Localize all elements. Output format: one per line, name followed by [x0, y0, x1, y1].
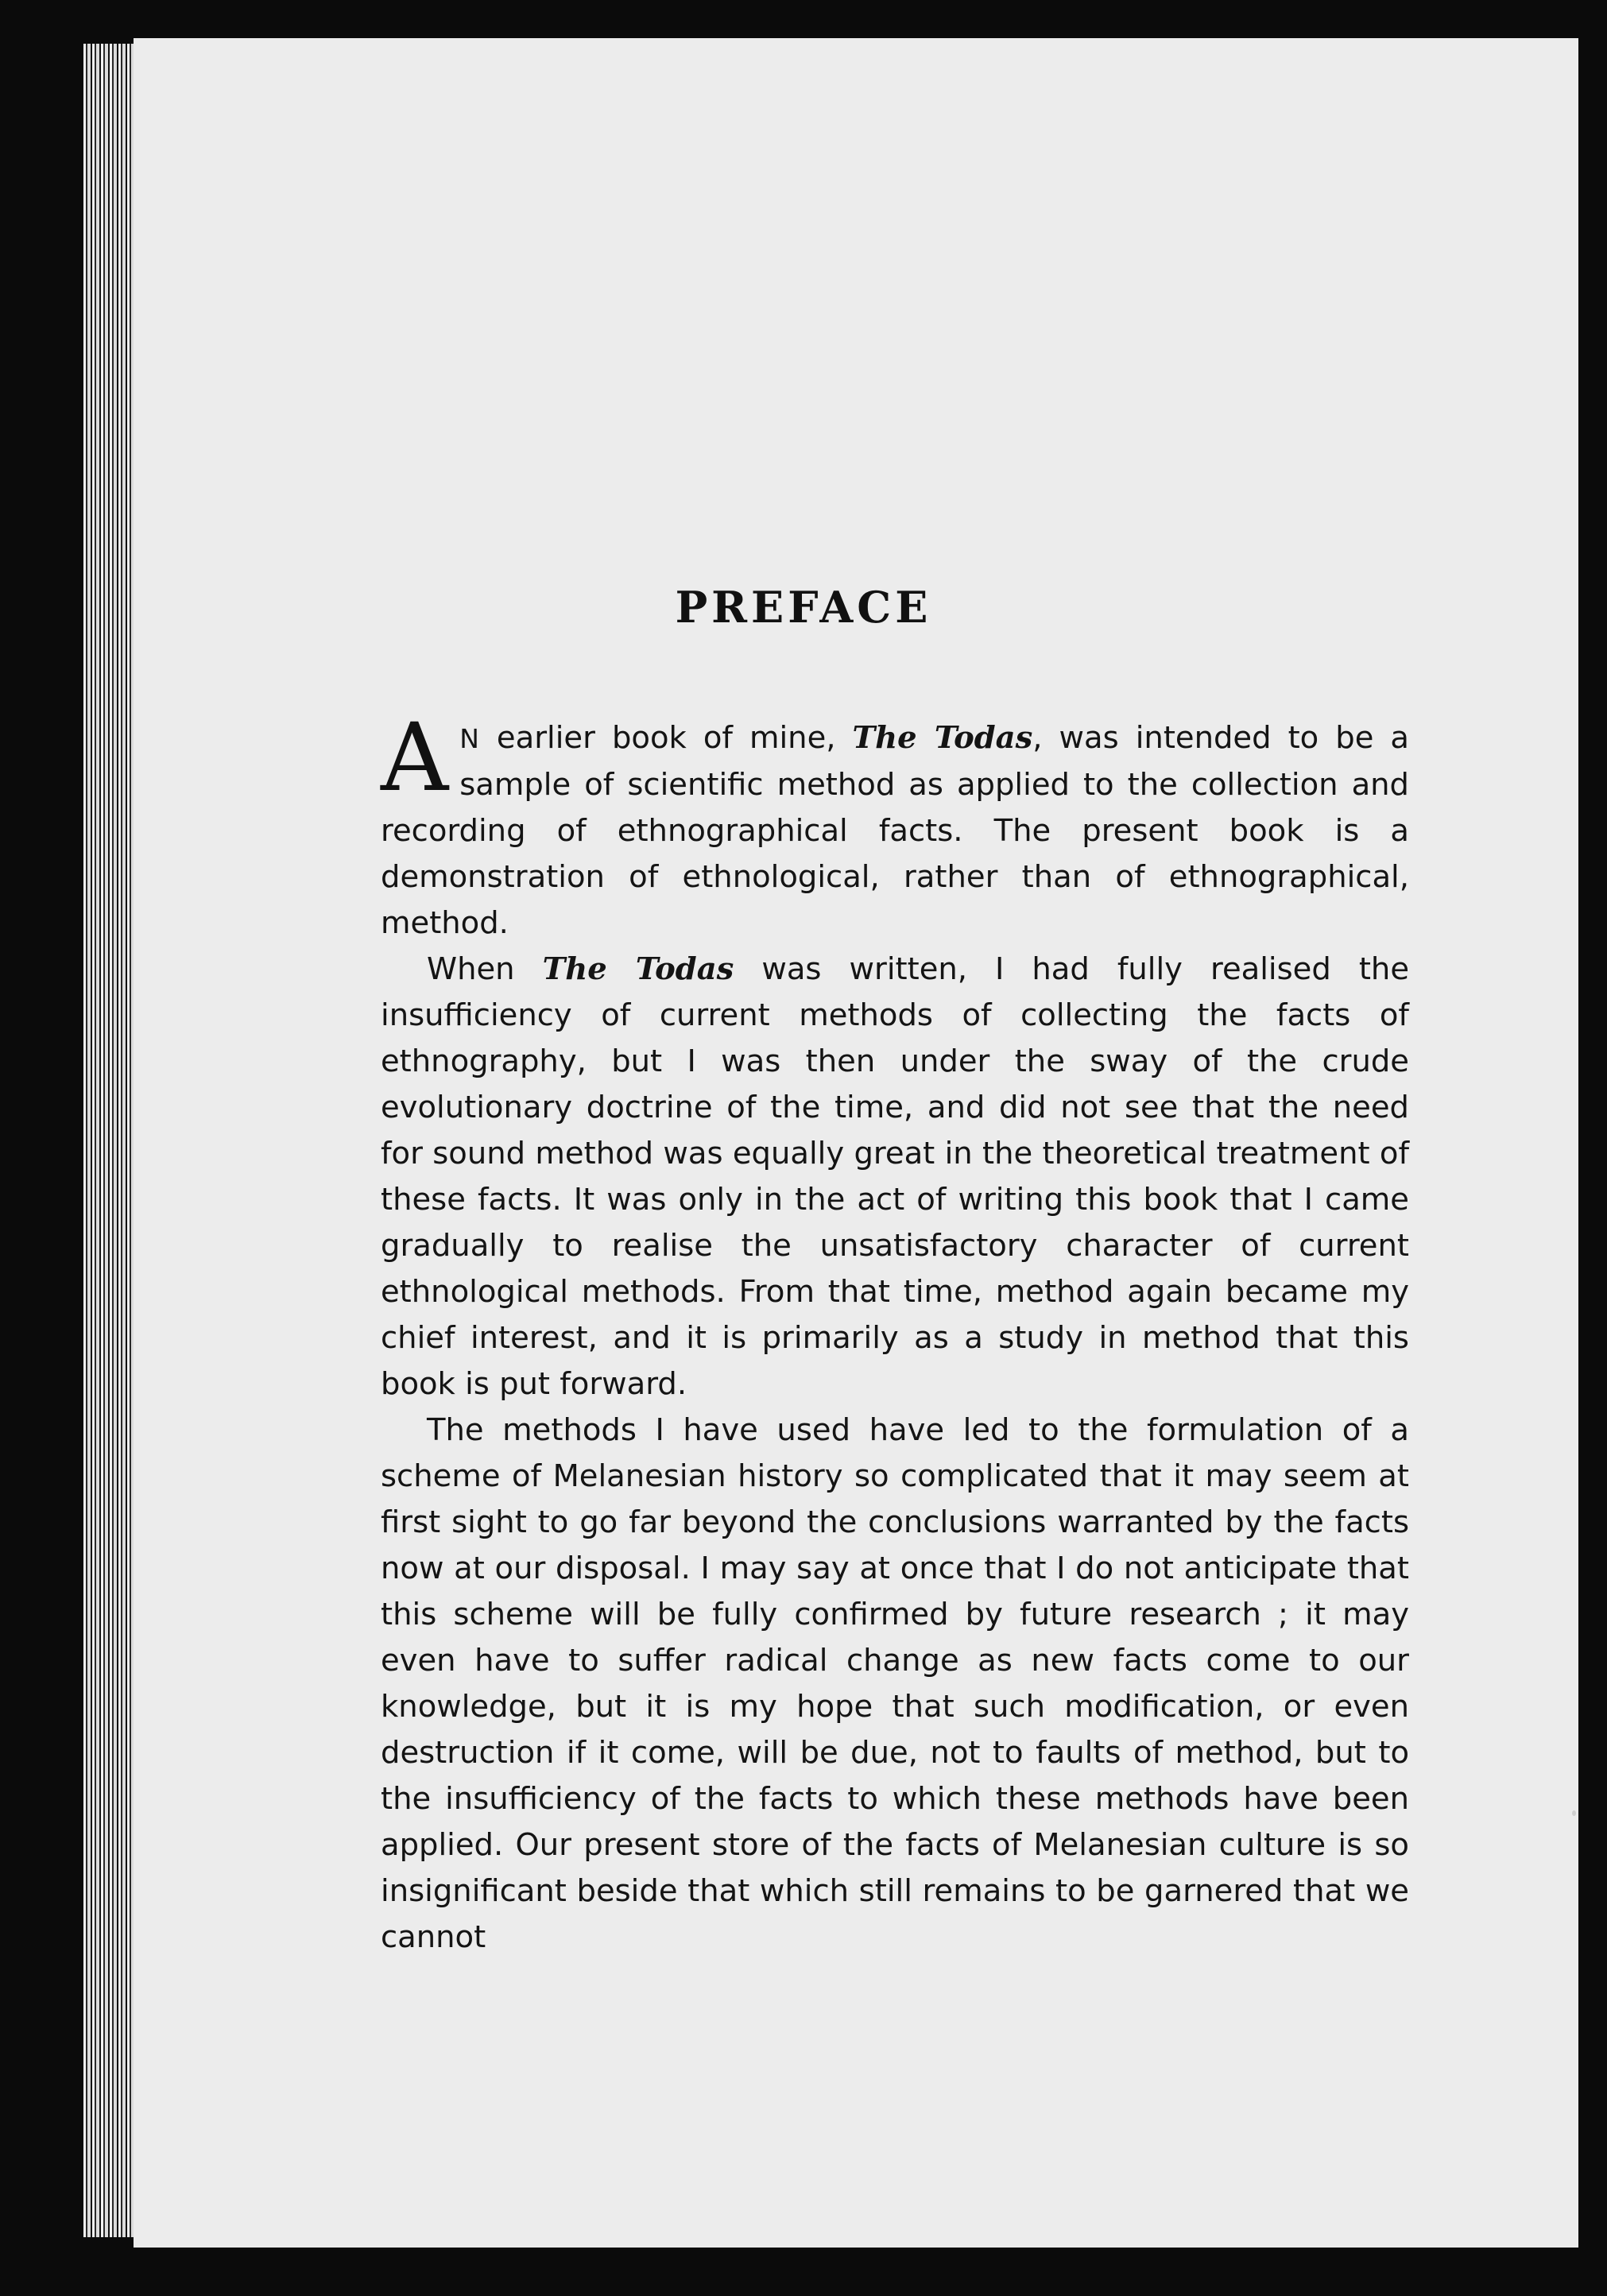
text-run: earlier book of mine,	[479, 720, 853, 756]
text-run: was written, I had fully realised the insufficiency of current methods of collecting the facts of ethnography, but I was then under the sway of the crude evolutionary doctrine of the time, and did not see that the need for sound method was equally great in the theoretical treatment of these facts. It was only in the act of writing this book that I came gradually to realise the unsatisfactory character of current ethnological methods. From that time, method again became my chief interest, and it is primarily as a study in method that this book is put forward.	[381, 951, 1410, 1402]
book-title-italic: The Todas	[852, 720, 1033, 756]
body-text	[381, 703, 1410, 1961]
small-caps-text: N	[459, 723, 480, 754]
text-run: , was intended to be a sample of scientific method as applied to the collection and recording of ethnographical facts. The present book is a demonstration of ethnological, rather than of ethnographical, method.	[381, 720, 1409, 941]
paragraph-2	[381, 947, 1409, 1407]
paper-speck	[1572, 1810, 1576, 1816]
paragraph-3: The methods I have used have led to the formulation of a scheme of Melanesian history so complicated that it may seem at first sight to go far beyond the conclusions warranted by the facts now at our disposal. I may say at once that I do not anticipate that this scheme will be fully confirmed by future research ; it may even have to suffer radical change as new facts come to our knowledge, but it is my hope that such modification, or even destruction if it come, will be due, not to faults of method, but to the insufficiency of the facts to which these methods have been applied. Our present store of the facts of Melanesian culture is so insignificant beside that which still remains to be garnered that we cannot	[381, 1412, 1409, 1955]
paragraph-1	[381, 703, 1409, 947]
text-run: When	[427, 951, 543, 987]
page-title: PREFACE	[675, 582, 932, 633]
book-binding-edge	[83, 44, 136, 2237]
drop-cap: A	[381, 703, 449, 812]
book-title-italic: The Todas	[542, 951, 734, 987]
